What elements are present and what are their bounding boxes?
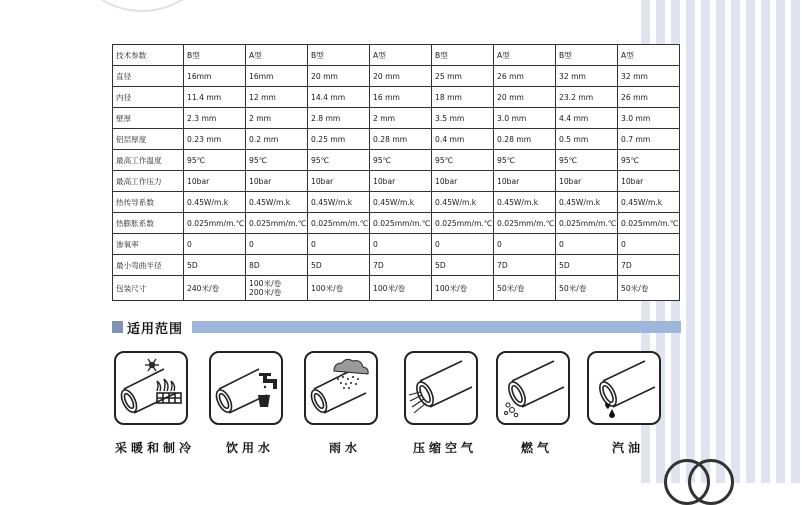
- table-cell: [370, 213, 432, 234]
- application-label: 压缩空气: [412, 441, 477, 455]
- cell-text: 11.4 mm: [187, 92, 222, 102]
- cell-text: 0: [373, 239, 378, 249]
- table-row: [113, 87, 680, 108]
- cell-text: 95℃: [373, 155, 392, 165]
- table-cell: [184, 192, 246, 213]
- cell-text: 26 mm: [497, 71, 524, 81]
- table-cell: [308, 213, 370, 234]
- table-row: [113, 213, 680, 234]
- application-label: 饮用水: [225, 441, 274, 455]
- section-bar: [192, 321, 681, 333]
- cell-text: 100米/卷: [311, 283, 344, 293]
- cell-text: 2 mm: [373, 113, 396, 123]
- cell-text: 23.2 mm: [559, 92, 594, 102]
- cell-text: 0.25 mm: [311, 134, 346, 144]
- table-cell: [308, 87, 370, 108]
- table-row: [113, 66, 680, 87]
- cell-text: 包装尺寸: [116, 283, 147, 293]
- cell-text: 壁厚: [116, 113, 132, 123]
- cell-text: 5D: [435, 260, 446, 270]
- section-heading: [112, 319, 681, 335]
- cell-text: B型: [311, 50, 324, 60]
- table-cell: [432, 255, 494, 276]
- table-cell: [556, 171, 618, 192]
- cell-text: 10bar: [559, 176, 582, 186]
- cell-text: 0: [497, 239, 502, 249]
- row-label-cell: [113, 45, 184, 66]
- table-cell: [556, 66, 618, 87]
- cell-text: 16mm: [249, 71, 274, 81]
- table-cell: [184, 234, 246, 255]
- cell-text: 技术参数: [116, 50, 147, 60]
- table-cell: [184, 108, 246, 129]
- spec-table-body: [113, 45, 680, 301]
- cell-text: 7D: [497, 260, 508, 270]
- row-label-cell: [113, 87, 184, 108]
- cell-text: 0.7 mm: [621, 134, 651, 144]
- table-cell: [618, 234, 680, 255]
- cell-text: 0.45W/m.k: [559, 197, 601, 207]
- row-label-cell: [113, 192, 184, 213]
- cell-text: 5D: [311, 260, 322, 270]
- cell-text: 0: [249, 239, 254, 249]
- application-label: 燃气: [520, 441, 553, 455]
- cell-text: 10bar: [373, 176, 396, 186]
- table-cell: [246, 234, 308, 255]
- table-cell: [556, 213, 618, 234]
- cell-text: 100米/卷: [249, 279, 282, 288]
- cell-text: 0.5 mm: [559, 134, 589, 144]
- cell-text: 95℃: [497, 155, 516, 165]
- cell-text: 0: [435, 239, 440, 249]
- cell-text: 12 mm: [249, 92, 276, 102]
- table-cell: [432, 171, 494, 192]
- table-cell: [246, 255, 308, 276]
- cell-text: 2.8 mm: [311, 113, 341, 123]
- row-label-cell: [113, 213, 184, 234]
- cell-text: 0.025mm/m.℃: [497, 218, 555, 228]
- table-cell: [370, 234, 432, 255]
- table-cell: [184, 276, 246, 301]
- table-cell: [184, 87, 246, 108]
- table-cell: [432, 234, 494, 255]
- table-cell: [556, 234, 618, 255]
- cell-text: 0.2 mm: [249, 134, 279, 144]
- gas-icon: [496, 351, 570, 425]
- table-cell: [618, 255, 680, 276]
- table-cell: [556, 150, 618, 171]
- table-cell: [618, 129, 680, 150]
- cell-text: 渗氧率: [116, 239, 139, 249]
- compressed-air-icon: [404, 351, 478, 425]
- cell-text: B型: [559, 50, 572, 60]
- table-cell: [556, 45, 618, 66]
- table-cell: [618, 108, 680, 129]
- section-title: 适用范围: [127, 322, 184, 337]
- cell-text: 32 mm: [559, 71, 586, 81]
- cell-text: A型: [497, 50, 510, 60]
- table-cell: [370, 108, 432, 129]
- cell-text: 18 mm: [435, 92, 462, 102]
- cell-text: 95℃: [311, 155, 330, 165]
- petrol-icon: [587, 351, 661, 425]
- cell-text: 50米/卷: [497, 283, 525, 293]
- table-cell: [618, 192, 680, 213]
- cell-text: 25 mm: [435, 71, 462, 81]
- table-row: [113, 150, 680, 171]
- table-cell: [308, 150, 370, 171]
- table-cell: [184, 213, 246, 234]
- cell-text: B型: [435, 50, 448, 60]
- cell-text: 10bar: [621, 176, 644, 186]
- table-cell: [556, 276, 618, 301]
- cell-text: 10bar: [435, 176, 458, 186]
- cell-text: A型: [373, 50, 386, 60]
- table-cell: [370, 171, 432, 192]
- table-cell: [308, 255, 370, 276]
- cell-text: 20 mm: [497, 92, 524, 102]
- cell-text: 热膨胀系数: [116, 218, 154, 228]
- table-cell: [246, 192, 308, 213]
- table-cell: [618, 87, 680, 108]
- table-cell: [432, 45, 494, 66]
- cell-text: 0: [621, 239, 626, 249]
- cell-text: 0.28 mm: [497, 134, 532, 144]
- table-cell: [370, 192, 432, 213]
- cell-text: 铝层厚度: [116, 134, 147, 144]
- table-cell: [618, 45, 680, 66]
- cell-text: 26 mm: [621, 92, 648, 102]
- table-cell: [370, 129, 432, 150]
- table-cell: [308, 45, 370, 66]
- table-cell: [184, 45, 246, 66]
- cell-text: 95℃: [187, 155, 206, 165]
- cell-text: 7D: [373, 260, 384, 270]
- table-cell: [432, 129, 494, 150]
- table-cell: [556, 192, 618, 213]
- table-cell: [432, 108, 494, 129]
- table-cell: [618, 150, 680, 171]
- table-cell: [618, 171, 680, 192]
- table-cell: [494, 66, 556, 87]
- cell-text: 95℃: [621, 155, 640, 165]
- row-label-cell: [113, 234, 184, 255]
- cell-text: 0.45W/m.k: [621, 197, 663, 207]
- cell-text: 0.025mm/m.℃: [435, 218, 493, 228]
- row-label-cell: [113, 276, 184, 301]
- cell-text: 20 mm: [311, 71, 338, 81]
- table-cell: [494, 255, 556, 276]
- table-cell: [308, 192, 370, 213]
- table-cell: [618, 213, 680, 234]
- table-cell: [556, 108, 618, 129]
- table-cell: [494, 276, 556, 301]
- row-label-cell: [113, 66, 184, 87]
- cell-text: 0.23 mm: [187, 134, 222, 144]
- cell-text: 95℃: [249, 155, 268, 165]
- cell-text: 0.025mm/m.℃: [621, 218, 679, 228]
- table-cell: [494, 150, 556, 171]
- cell-text: 0.28 mm: [373, 134, 408, 144]
- table-cell: [308, 276, 370, 301]
- table-row: [113, 192, 680, 213]
- table-cell: [184, 171, 246, 192]
- cell-text: 0.45W/m.k: [311, 197, 353, 207]
- table-cell: [184, 129, 246, 150]
- cell-text: 3.0 mm: [497, 113, 527, 123]
- table-cell: [370, 87, 432, 108]
- table-header-row: [113, 45, 680, 66]
- decorative-arc: [70, 0, 214, 12]
- spec-table: [112, 44, 680, 301]
- table-cell: [308, 108, 370, 129]
- table-cell: [246, 108, 308, 129]
- table-row: [113, 234, 680, 255]
- table-row: [113, 129, 680, 150]
- cell-text: 50米/卷: [621, 283, 649, 293]
- table-cell: [308, 234, 370, 255]
- cell-text: 最高工作温度: [116, 155, 162, 165]
- cell-text: 7D: [621, 260, 632, 270]
- table-cell: [246, 276, 308, 301]
- application-label: 采暖和制冷: [114, 441, 195, 455]
- cell-text: 10bar: [311, 176, 334, 186]
- table-cell: [246, 129, 308, 150]
- table-cell: [494, 108, 556, 129]
- cell-text: 0.025mm/m.℃: [249, 218, 307, 228]
- cell-text: 0.025mm/m.℃: [373, 218, 431, 228]
- cell-text: 200米/卷: [249, 288, 282, 297]
- cell-text: 32 mm: [621, 71, 648, 81]
- table-cell: [308, 66, 370, 87]
- cell-text: 0.025mm/m.℃: [311, 218, 369, 228]
- cell-text: 100米/卷: [435, 283, 468, 293]
- cell-text: 热传导系数: [116, 197, 154, 207]
- cell-text: 95℃: [559, 155, 578, 165]
- cell-text: 4.4 mm: [559, 113, 589, 123]
- page-number-mark: [688, 459, 734, 505]
- table-cell: [432, 87, 494, 108]
- row-label-cell: [113, 171, 184, 192]
- cell-text: 0.45W/m.k: [187, 197, 229, 207]
- cell-text: A型: [249, 50, 262, 60]
- row-label-cell: [113, 150, 184, 171]
- table-cell: [246, 87, 308, 108]
- table-cell: [184, 255, 246, 276]
- cell-text: 0.45W/m.k: [497, 197, 539, 207]
- table-cell: [494, 45, 556, 66]
- table-cell: [432, 192, 494, 213]
- table-cell: [432, 66, 494, 87]
- cell-text: 10bar: [187, 176, 210, 186]
- cell-text: B型: [187, 50, 200, 60]
- cell-text: 3.0 mm: [621, 113, 651, 123]
- cell-text: 2 mm: [249, 113, 272, 123]
- table-cell: [308, 129, 370, 150]
- heating-cooling-icon: [114, 351, 188, 425]
- row-label-cell: [113, 108, 184, 129]
- table-cell: [494, 213, 556, 234]
- cell-text: 最小弯曲半径: [116, 260, 162, 270]
- table-cell: [246, 150, 308, 171]
- cell-text: 3.5 mm: [435, 113, 465, 123]
- cell-text: 0.025mm/m.℃: [559, 218, 617, 228]
- table-cell: [184, 150, 246, 171]
- table-cell: [556, 255, 618, 276]
- row-label-cell: [113, 129, 184, 150]
- table-cell: [246, 171, 308, 192]
- cell-text: 16 mm: [373, 92, 400, 102]
- cell-text: 10bar: [497, 176, 520, 186]
- table-cell: [494, 87, 556, 108]
- cell-text: 240米/卷: [187, 283, 220, 293]
- table-cell: [370, 150, 432, 171]
- cell-text: 50米/卷: [559, 283, 587, 293]
- cell-text: 0: [187, 239, 192, 249]
- cell-text: 0: [311, 239, 316, 249]
- cell-text: 100米/卷: [373, 283, 406, 293]
- cell-text: 14.4 mm: [311, 92, 346, 102]
- row-label-cell: [113, 255, 184, 276]
- cell-text: 最高工作压力: [116, 176, 162, 186]
- table-cell: [432, 276, 494, 301]
- cell-text: 0.45W/m.k: [249, 197, 291, 207]
- drinking-water-icon: [209, 351, 283, 425]
- cell-text: 直径: [116, 71, 132, 81]
- cell-text: 5D: [559, 260, 570, 270]
- table-row: [113, 255, 680, 276]
- table-cell: [494, 171, 556, 192]
- cell-text: 5D: [187, 260, 198, 270]
- table-cell: [246, 66, 308, 87]
- table-cell: [494, 129, 556, 150]
- section-marker: [112, 321, 123, 333]
- cell-text: 20 mm: [373, 71, 400, 81]
- table-cell: [618, 276, 680, 301]
- table-cell: [246, 45, 308, 66]
- cell-text: 0.45W/m.k: [435, 197, 477, 207]
- table-cell: [370, 45, 432, 66]
- cell-text: 8D: [249, 260, 260, 270]
- cell-text: 16mm: [187, 71, 212, 81]
- table-cell: [432, 213, 494, 234]
- application-label: 雨水: [328, 441, 361, 455]
- table-cell: [370, 255, 432, 276]
- table-cell: [370, 66, 432, 87]
- table-cell: [432, 150, 494, 171]
- table-row: [113, 276, 680, 301]
- table-cell: [618, 66, 680, 87]
- cell-text: 0.025mm/m.℃: [187, 218, 245, 228]
- cell-text: 0.45W/m.k: [373, 197, 415, 207]
- table-cell: [370, 276, 432, 301]
- table-cell: [308, 171, 370, 192]
- cell-text: 10bar: [249, 176, 272, 186]
- table-cell: [556, 87, 618, 108]
- table-cell: [494, 234, 556, 255]
- table-row: [113, 108, 680, 129]
- cell-text: A型: [621, 50, 634, 60]
- cell-text: 内径: [116, 92, 132, 102]
- table-cell: [494, 192, 556, 213]
- cell-text: 95℃: [435, 155, 454, 165]
- table-cell: [556, 129, 618, 150]
- table-row: [113, 171, 680, 192]
- cell-text: 2.3 mm: [187, 113, 217, 123]
- rain-water-icon: [304, 351, 378, 425]
- table-cell: [246, 213, 308, 234]
- cell-text: 0: [559, 239, 564, 249]
- cell-text: 0.4 mm: [435, 134, 465, 144]
- application-label: 汽油: [611, 441, 644, 455]
- table-cell: [184, 66, 246, 87]
